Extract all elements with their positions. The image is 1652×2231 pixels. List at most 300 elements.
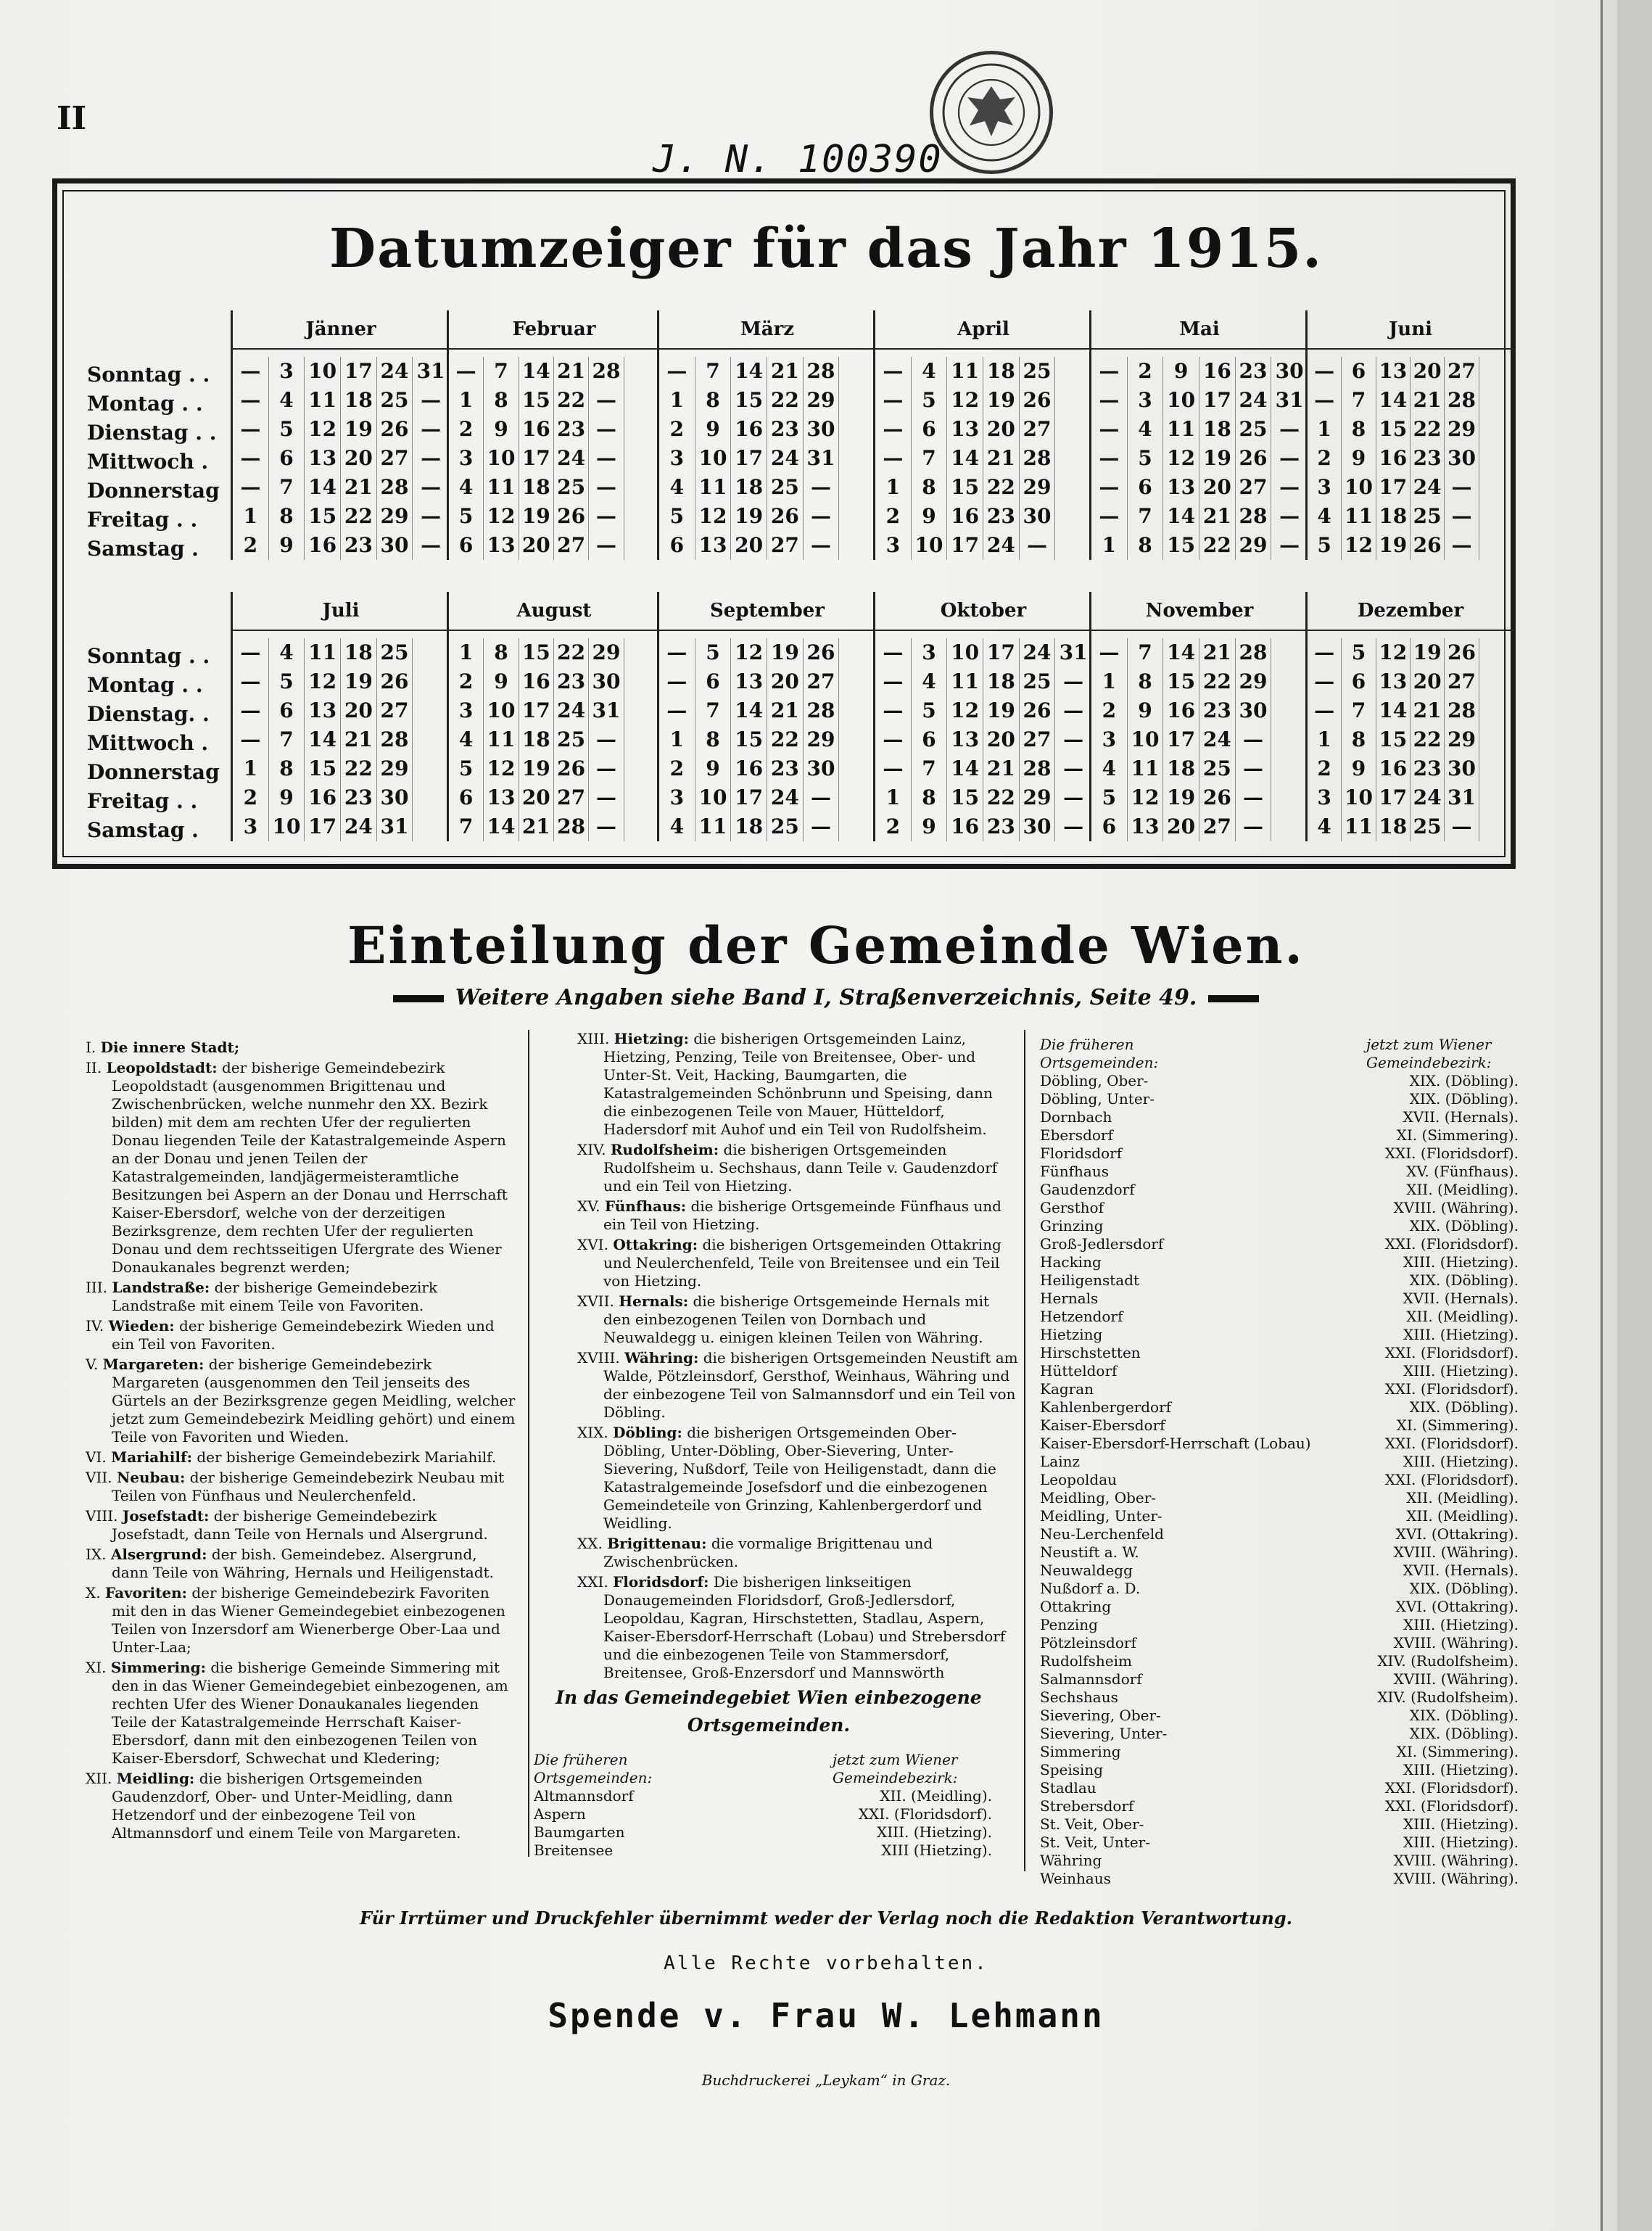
day-cell: 30 xyxy=(804,754,840,783)
day-cell: 25 xyxy=(1411,502,1445,531)
district-entry xyxy=(577,1197,1018,1234)
month-grid xyxy=(449,631,659,841)
day-cell xyxy=(624,696,659,725)
day-cell: 17 xyxy=(983,638,1020,667)
day-cell: — xyxy=(1236,783,1272,812)
table-row xyxy=(1040,1271,1519,1290)
day-cell xyxy=(1479,444,1513,473)
table-row xyxy=(1040,1779,1519,1797)
district-assignment: XVII. (Hernals). xyxy=(1403,1290,1519,1307)
day-cell: 11 xyxy=(305,386,341,415)
day-cell: 12 xyxy=(305,415,341,444)
day-cell: 22 xyxy=(767,386,804,415)
table-row xyxy=(1040,1217,1519,1235)
table-row xyxy=(1040,1072,1519,1090)
day-cell: — xyxy=(589,473,624,502)
table-row xyxy=(1040,1834,1519,1852)
district-text: der bish. Gemeindebez. Alsergrund, dann Teile von Währing, Hernals und Heiligenstadt. xyxy=(112,1546,495,1581)
municipality-name: Penzing xyxy=(1040,1616,1098,1633)
month-jänner xyxy=(231,310,449,560)
table-row xyxy=(1040,1688,1519,1707)
day-cell: — xyxy=(1308,696,1342,725)
day-cell: — xyxy=(589,725,624,754)
month-oktober xyxy=(873,592,1091,841)
district-entry xyxy=(577,1535,1018,1571)
table-row xyxy=(1040,1398,1519,1416)
district-name: Meidling: xyxy=(116,1770,195,1787)
day-cell: 26 xyxy=(554,502,589,531)
day-cell: — xyxy=(233,473,269,502)
municipality-name: Neustift a. W. xyxy=(1040,1543,1139,1561)
day-cell: 25 xyxy=(1411,812,1445,841)
day-cell: 6 xyxy=(449,783,484,812)
day-cell: 31 xyxy=(1059,640,1088,664)
table-row xyxy=(1040,1435,1519,1453)
table-row xyxy=(1040,1290,1519,1308)
day-cell: 10 xyxy=(1128,725,1164,754)
day-cell: 13 xyxy=(731,667,767,696)
table-row xyxy=(534,1823,992,1842)
day-cell: 13 xyxy=(1376,357,1411,386)
day-cell: 4 xyxy=(912,357,948,386)
day-cell xyxy=(413,754,449,783)
district-name: Fünfhaus: xyxy=(604,1197,687,1215)
district-text: die bisherigen Ortsgemeinden Lainz, Hietzing, Penzing, Teile von Breitensee, Ober- und Unter-St. Veit, Hacking, Baumgarten, die Katastralgemeinden Schönbrunn und Speising, dann die einbezogenen Teile von Mauer, Hütteldorf, Hadersdorf mit Auhof und ein Teil von Rudolfsheim. xyxy=(603,1030,993,1138)
day-cell: 11 xyxy=(1342,502,1376,531)
district-assignment: XVI. (Ottakring). xyxy=(1395,1598,1519,1615)
district-assignment: XII. (Meidling). xyxy=(1406,1507,1519,1525)
column-divider xyxy=(528,1030,529,1857)
weekday-label: Freitag . . xyxy=(87,789,198,813)
day-cell: 2 xyxy=(875,812,912,841)
day-cell: 28 xyxy=(1020,754,1056,783)
month-name: Februar xyxy=(449,310,659,350)
day-cell: 12 xyxy=(947,386,983,415)
day-cell: — xyxy=(1063,756,1084,780)
day-cell: 18 xyxy=(1376,502,1411,531)
district-assignment: XVIII. (Währing). xyxy=(1393,1870,1519,1887)
day-cell: 12 xyxy=(695,502,732,531)
day-cell: 9 xyxy=(1128,696,1164,725)
day-cell: 1 xyxy=(1308,725,1342,754)
day-cell xyxy=(1479,415,1513,444)
district-assignment: XVII. (Hernals). xyxy=(1403,1562,1519,1579)
day-cell: — xyxy=(659,696,695,725)
day-cell: — xyxy=(1279,446,1300,470)
day-cell: 5 xyxy=(912,696,948,725)
day-cell: 3 xyxy=(1128,386,1164,415)
printer-imprint: Buchdruckerei „Leykam“ in Graz. xyxy=(701,2071,951,2089)
day-cell: 25 xyxy=(767,812,804,841)
municipality-name: Weinhaus xyxy=(1040,1870,1111,1887)
day-cell: 23 xyxy=(983,812,1020,841)
day-cell: 7 xyxy=(1128,638,1164,667)
day-cell: 23 xyxy=(767,415,804,444)
month-name: April xyxy=(875,310,1091,350)
day-cell: 7 xyxy=(912,754,948,783)
day-cell: 5 xyxy=(695,638,732,667)
day-cell: — xyxy=(1063,815,1084,838)
day-cell: 18 xyxy=(341,638,377,667)
table-row xyxy=(1040,1344,1519,1362)
day-cell: 26 xyxy=(1020,386,1056,415)
day-cell: — xyxy=(1445,812,1479,841)
day-cell: 2 xyxy=(1091,696,1128,725)
table-row xyxy=(1040,1181,1519,1199)
day-cell: 24 xyxy=(554,444,589,473)
municipality-name: Stadlau xyxy=(1040,1779,1096,1797)
day-cell: 10 xyxy=(912,531,948,560)
month-februar xyxy=(447,310,659,560)
month-name: Jänner xyxy=(233,310,449,350)
day-cell: 27 xyxy=(1020,725,1056,754)
day-cell xyxy=(413,667,449,696)
day-cell: 19 xyxy=(519,754,554,783)
district-assignment: XIII. (Hietzing). xyxy=(1403,1253,1519,1271)
library-stamp-icon xyxy=(930,51,1053,174)
district-assignment: XIX. (Döbling). xyxy=(1409,1707,1519,1724)
day-cell: 28 xyxy=(377,473,413,502)
weekday-label: Samstag . xyxy=(87,818,199,842)
district-text: der bisherige Gemeindebezirk Leopoldstadt (ausgenommen Brigittenau und Zwischenbrücken, welche nunmehr den XX. Bezirk bilden) mit dem am rechten Ufer der regulierten Donau liegenden Teile der Katastralgemeinde Aspern an der Donau und jenen Teilen der Katastralgemeinden, landjägermeisteramtliche Besitzungen bei Aspern an der Donau und Herrschaft Kaiser-Ebersdorf, welche von der derzeitigen Bezirksgrenze, dem rechten Ufer der regulierten Donau und dem rechtsseitigen Ufergrate des Wiener Donaukanales begrenzt werden; xyxy=(112,1059,508,1276)
table-row xyxy=(1040,1199,1519,1217)
division-subtitle xyxy=(0,985,1652,1010)
day-cell: 23 xyxy=(554,415,589,444)
district-entry xyxy=(86,1584,516,1657)
day-cell xyxy=(1055,357,1091,386)
day-cell xyxy=(1271,696,1308,725)
district-assignment: XXI. (Floridsdorf). xyxy=(1384,1380,1519,1398)
district-name: Brigittenau: xyxy=(607,1535,707,1552)
day-cell xyxy=(839,415,875,444)
district-assignment: XII. (Meidling). xyxy=(1406,1308,1519,1325)
day-cell: 3 xyxy=(912,638,948,667)
district-text: der bisherige Gemeindebezirk Landstraße mit einem Teile von Favoriten. xyxy=(112,1279,438,1314)
day-cell: 17 xyxy=(947,531,983,560)
district-name: Währing: xyxy=(624,1349,699,1366)
donor-note: Spende v. Frau W. Lehmann xyxy=(548,1996,1104,2035)
day-cell: — xyxy=(1279,417,1300,441)
day-cell xyxy=(1479,531,1513,560)
day-cell: — xyxy=(1308,667,1342,696)
day-cell: 8 xyxy=(1128,531,1164,560)
day-cell: 26 xyxy=(1199,783,1236,812)
day-cell xyxy=(624,357,659,386)
day-cell: 13 xyxy=(484,783,519,812)
day-cell: 12 xyxy=(1342,531,1376,560)
day-cell: 19 xyxy=(983,386,1020,415)
day-cell: 6 xyxy=(1128,473,1164,502)
day-cell xyxy=(624,783,659,812)
district-name: Rudolfsheim: xyxy=(610,1141,719,1158)
day-cell: 1 xyxy=(1091,667,1128,696)
day-cell: 3 xyxy=(1308,783,1342,812)
day-cell: 21 xyxy=(1411,696,1445,725)
day-cell xyxy=(1479,386,1513,415)
day-cell: 17 xyxy=(341,357,377,386)
day-cell: 2 xyxy=(233,783,269,812)
day-cell xyxy=(624,754,659,783)
day-cell: 15 xyxy=(519,386,554,415)
day-cell: 9 xyxy=(1342,754,1376,783)
day-cell: 9 xyxy=(269,531,305,560)
district-assignment: XVIII. (Währing). xyxy=(1393,1670,1519,1688)
day-cell: 7 xyxy=(449,812,484,841)
day-cell: 6 xyxy=(1342,667,1376,696)
day-cell: 29 xyxy=(589,638,624,667)
day-cell: 25 xyxy=(1199,754,1236,783)
day-cell: 14 xyxy=(1163,638,1199,667)
district-assignment: XIII. (Hietzing). xyxy=(1403,1815,1519,1833)
municipality-name: Dornbach xyxy=(1040,1108,1112,1126)
day-cell: 5 xyxy=(449,754,484,783)
district-number: II. xyxy=(86,1059,102,1076)
district-number: VI. xyxy=(86,1448,107,1466)
district-number: IV. xyxy=(86,1317,104,1335)
day-cell xyxy=(624,725,659,754)
weekday-labels-second-half xyxy=(87,644,232,847)
day-cell: 11 xyxy=(1128,754,1164,783)
day-cell: 12 xyxy=(305,667,341,696)
district-assignment: XVIII. (Währing). xyxy=(1393,1634,1519,1651)
table-row xyxy=(1040,1090,1519,1108)
day-cell: 6 xyxy=(912,725,948,754)
table-row xyxy=(1040,1616,1519,1634)
table-row xyxy=(534,1842,992,1860)
municipality-name: St. Veit, Ober- xyxy=(1040,1815,1144,1833)
day-cell: 15 xyxy=(1163,667,1199,696)
day-cell: 29 xyxy=(1020,783,1056,812)
day-cell: 4 xyxy=(912,667,948,696)
day-cell: 13 xyxy=(695,531,732,560)
day-cell: 22 xyxy=(767,725,804,754)
day-cell: 8 xyxy=(695,386,732,415)
district-text: die bisherigen Ortsgemeinden Neustift am Walde, Pötzleinsdorf, Gersthof, Weinhaus, Währing und der einbezogene Teil von Salmannsdorf und ein Teil von Döbling. xyxy=(603,1349,1018,1421)
day-cell: 9 xyxy=(484,415,519,444)
district-assignment: XIII. (Hietzing). xyxy=(1403,1453,1519,1470)
day-cell: 21 xyxy=(1411,386,1445,415)
municipality-name: Währing xyxy=(1040,1852,1102,1869)
day-cell: 14 xyxy=(731,696,767,725)
day-cell: 17 xyxy=(1163,725,1199,754)
day-cell: 16 xyxy=(1376,444,1411,473)
municipality-name: Altmannsdorf xyxy=(534,1787,634,1805)
day-cell xyxy=(1479,638,1513,667)
day-cell xyxy=(1479,812,1513,841)
table-row xyxy=(1040,1652,1519,1670)
municipality-name: Sievering, Ober- xyxy=(1040,1707,1161,1724)
division-subtitle-text: Weitere Angaben siehe Band I, Straßenverzeichnis, Seite 49. xyxy=(455,985,1197,1010)
municipality-name: Grinzing xyxy=(1040,1217,1104,1234)
day-cell: — xyxy=(421,475,442,499)
day-cell: 26 xyxy=(1236,444,1272,473)
table-row xyxy=(1040,1580,1519,1598)
day-cell: — xyxy=(1063,698,1084,722)
day-cell: 3 xyxy=(875,531,912,560)
table-row xyxy=(1040,1815,1519,1834)
day-cell: 18 xyxy=(519,725,554,754)
district-name: Wieden: xyxy=(108,1317,175,1335)
district-number: XIX. xyxy=(577,1424,608,1441)
day-cell: 11 xyxy=(305,638,341,667)
day-cell: 6 xyxy=(695,667,732,696)
day-cell xyxy=(413,638,449,667)
month-september xyxy=(657,592,875,841)
district-assignment: XIX. (Döbling). xyxy=(1409,1090,1519,1108)
weekday-label: Montag . . xyxy=(87,673,203,697)
former-header xyxy=(1040,1036,1519,1072)
day-cell: 27 xyxy=(554,531,589,560)
day-cell: — xyxy=(1091,473,1128,502)
day-cell: 22 xyxy=(1199,667,1236,696)
day-cell: 8 xyxy=(912,473,948,502)
district-assignment: XIII. (Hietzing). xyxy=(1403,1362,1519,1380)
district-assignment: XXI. (Floridsdorf). xyxy=(1384,1344,1519,1361)
district-name: Die innere Stadt; xyxy=(100,1039,240,1056)
day-cell: 17 xyxy=(1199,386,1236,415)
day-cell: 28 xyxy=(377,725,413,754)
day-cell xyxy=(1055,531,1091,560)
municipality-name: Lainz xyxy=(1040,1453,1081,1470)
day-cell: 20 xyxy=(519,531,554,560)
district-number: XII. xyxy=(86,1770,112,1787)
day-cell: 6 xyxy=(269,444,305,473)
day-cell: 30 xyxy=(804,415,840,444)
day-cell xyxy=(413,783,449,812)
day-cell: 16 xyxy=(731,415,767,444)
day-cell xyxy=(1271,725,1308,754)
disclaimer: Für Irrtümer und Druckfehler übernimmt weder der Verlag noch die Redaktion Verantwortung. xyxy=(360,1908,1292,1929)
day-cell xyxy=(839,667,875,696)
district-entry xyxy=(577,1292,1018,1347)
district-assignment: XVIII. (Währing). xyxy=(1393,1543,1519,1561)
day-cell: 12 xyxy=(484,502,519,531)
district-number: III. xyxy=(86,1279,108,1296)
day-cell: 17 xyxy=(1376,473,1411,502)
day-cell: 7 xyxy=(695,696,732,725)
day-cell: 26 xyxy=(767,502,804,531)
weekday-label: Freitag . . xyxy=(87,508,198,532)
district-text: der bisherige Gemeindebezirk Favoriten mit den in das Wiener Gemeindegebiet einbezogenen Teilen von Inzersdorf am Wienerberge Ober-Laa und Unter-Laa; xyxy=(112,1584,505,1656)
day-cell: 10 xyxy=(484,444,519,473)
district-number: XIII. xyxy=(577,1030,610,1047)
weekday-label: Donnerstag xyxy=(87,760,220,784)
day-cell: 25 xyxy=(377,386,413,415)
day-cell: 20 xyxy=(983,725,1020,754)
day-cell: 18 xyxy=(983,667,1020,696)
day-cell xyxy=(839,783,875,812)
page-edge-fold xyxy=(1601,0,1617,2231)
day-cell: 24 xyxy=(1411,783,1445,812)
district-entry xyxy=(577,1236,1018,1290)
day-cell xyxy=(1055,415,1091,444)
day-cell: 12 xyxy=(731,638,767,667)
municipality-name: Heiligenstadt xyxy=(1040,1271,1140,1289)
day-cell: 27 xyxy=(377,444,413,473)
district-assignment: XXI. (Floridsdorf). xyxy=(1384,1235,1519,1253)
day-cell: 27 xyxy=(767,531,804,560)
day-cell: 3 xyxy=(269,357,305,386)
day-cell: — xyxy=(233,444,269,473)
month-name: Dezember xyxy=(1308,592,1513,631)
weekday-label: Dienstag. . xyxy=(87,702,210,726)
day-cell: — xyxy=(659,357,695,386)
day-cell xyxy=(413,696,449,725)
day-cell: 25 xyxy=(1020,357,1056,386)
district-number: XXI. xyxy=(577,1573,608,1591)
former-header-right: jetzt zum Wiener Gemeindebezirk: xyxy=(1366,1036,1492,1071)
district-assignment: XIV. (Rudolfsheim). xyxy=(1377,1652,1519,1670)
day-cell: — xyxy=(421,388,442,412)
district-assignment: XI. (Simmering). xyxy=(1396,1126,1519,1144)
former-header-left: Die früheren Ortsgemeinden: xyxy=(1040,1036,1159,1071)
day-cell: — xyxy=(449,357,484,386)
day-cell: 26 xyxy=(377,667,413,696)
day-cell: 18 xyxy=(519,473,554,502)
table-row xyxy=(1040,1634,1519,1652)
day-cell: 28 xyxy=(1445,386,1479,415)
district-assignment: XVIII. (Währing). xyxy=(1393,1852,1519,1869)
day-cell: — xyxy=(233,415,269,444)
day-cell: 20 xyxy=(1411,357,1445,386)
day-cell: 3 xyxy=(1091,725,1128,754)
day-cell: 14 xyxy=(1376,386,1411,415)
municipality-name: Pötzleinsdorf xyxy=(1040,1634,1136,1651)
day-cell: 13 xyxy=(947,725,983,754)
table-row xyxy=(1040,1416,1519,1435)
month-juni xyxy=(1305,310,1513,560)
day-cell: 19 xyxy=(519,502,554,531)
day-cell: 24 xyxy=(377,357,413,386)
day-cell: 28 xyxy=(804,357,840,386)
district-text: der bisherige Gemeindebezirk Margareten (ausgenommen den Teil jenseits des Gürtels an der Bezirksgrenze gegen Meidling, welcher jetzt zum Gemeindebezirk Meidling gehört) und einem Teile von Favoriten und Wieden. xyxy=(112,1356,516,1446)
day-cell xyxy=(1479,783,1513,812)
district-entry xyxy=(577,1349,1018,1422)
table-row xyxy=(1040,1471,1519,1489)
day-cell: 6 xyxy=(912,415,948,444)
month-name: November xyxy=(1091,592,1308,631)
day-cell: 5 xyxy=(912,386,948,415)
day-cell: 23 xyxy=(983,502,1020,531)
day-cell: — xyxy=(804,783,840,812)
day-cell: 19 xyxy=(767,638,804,667)
day-cell: 2 xyxy=(1308,444,1342,473)
district-number: XVIII. xyxy=(577,1349,620,1366)
municipality-name: Floridsdorf xyxy=(1040,1145,1123,1162)
day-cell: 13 xyxy=(1163,473,1199,502)
district-number: XX. xyxy=(577,1535,603,1552)
day-cell: — xyxy=(1279,533,1300,557)
day-cell: 21 xyxy=(519,812,554,841)
table-row xyxy=(1040,1235,1519,1253)
day-cell: 15 xyxy=(1376,725,1411,754)
day-cell: 4 xyxy=(1091,754,1128,783)
municipality-name: Meidling, Ober- xyxy=(1040,1489,1157,1506)
district-assignment: XXI. (Floridsdorf). xyxy=(1384,1471,1519,1488)
day-cell xyxy=(624,415,659,444)
day-cell: 16 xyxy=(1163,696,1199,725)
municipality-name: Nußdorf a. D. xyxy=(1040,1580,1141,1597)
day-cell: 25 xyxy=(767,473,804,502)
municipality-name: Salmannsdorf xyxy=(1040,1670,1142,1688)
day-cell: 13 xyxy=(947,415,983,444)
day-cell: 11 xyxy=(947,357,983,386)
municipality-name: Strebersdorf xyxy=(1040,1797,1134,1815)
day-cell: 27 xyxy=(1445,357,1479,386)
district-text: die bisherigen Ortsgemeinden Rudolfsheim u. Sechshaus, dann Teile v. Gaudenzdorf und ein Teil von Hietzing. xyxy=(603,1141,998,1195)
incorporated-title: In das Gemeindegebiet Wien einbezogene Ortsgemeinden. xyxy=(556,1687,982,1736)
day-cell: 29 xyxy=(804,725,840,754)
